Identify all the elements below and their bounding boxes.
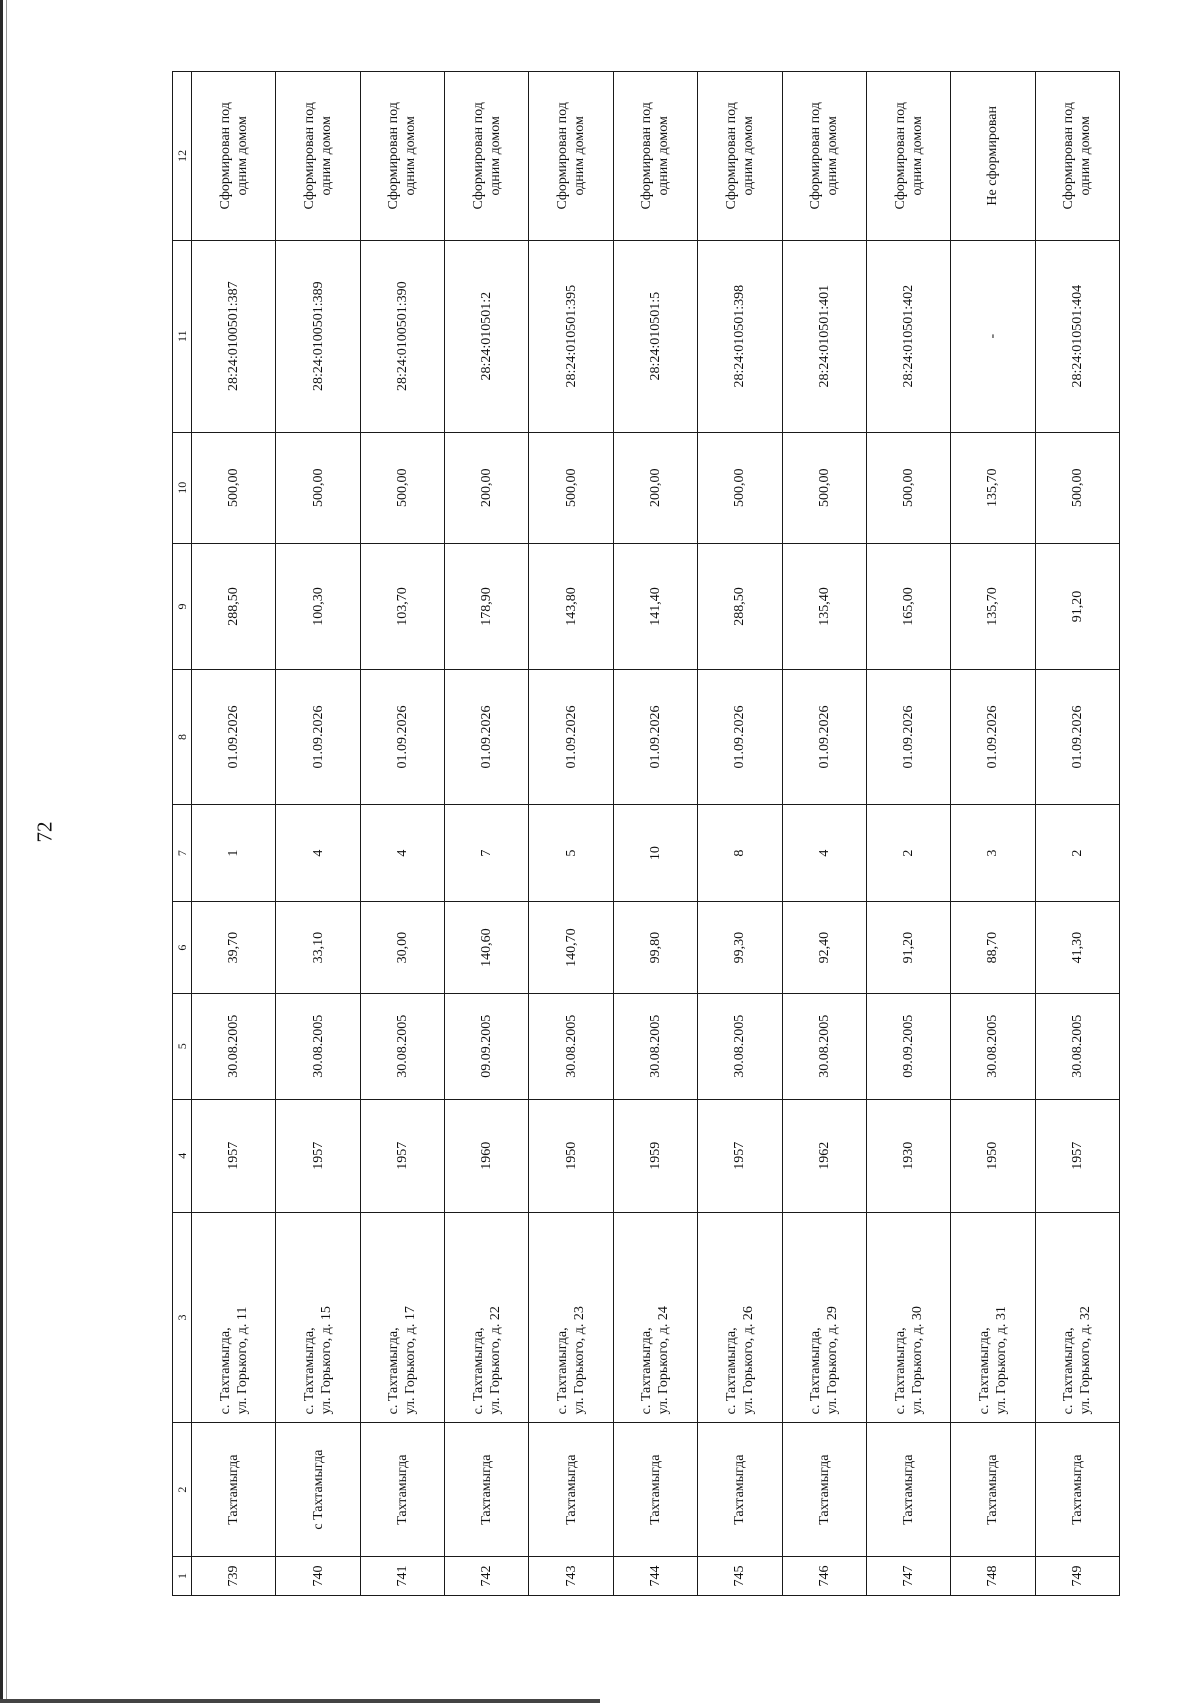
year-built-cell: 1950: [951, 1099, 1035, 1212]
floor-area-cell: 41,30: [1035, 902, 1119, 993]
land-plot-status-cell: Сформирован под одним домом: [1035, 72, 1119, 241]
resettlement-date-cell: 01.09.2026: [360, 670, 444, 805]
residents-count-cell: 5: [529, 804, 613, 902]
settlement-name-cell: с Тахтамыгда: [276, 1423, 360, 1557]
floor-area-cell: 30,00: [360, 902, 444, 993]
address-cell: с. Тахтамыгда, ул. Горького, д. 26: [698, 1212, 782, 1423]
table-row: [276, 72, 360, 1596]
land-plot-area-cell: 200,00: [445, 432, 529, 543]
column-header: 3: [173, 1212, 192, 1423]
land-plot-status-cell: Сформирован под одним домом: [445, 72, 529, 241]
cadastral-number-cell: 28:24:0100501:387: [192, 240, 276, 432]
address-cell: с. Тахтамыгда, ул. Горького, д. 17: [360, 1212, 444, 1423]
land-plot-area-cell: 135,70: [951, 432, 1035, 543]
settlement-name-cell: Тахтамыгда: [698, 1423, 782, 1557]
column-header: 11: [173, 240, 192, 432]
resettlement-date-cell: 01.09.2026: [529, 670, 613, 805]
land-plot-area-cell: 500,00: [698, 432, 782, 543]
registration-date-cell: 30.08.2005: [1035, 993, 1119, 1099]
column-header: 6: [173, 902, 192, 993]
address-cell: с. Тахтамыгда, ул. Горького, д. 30: [866, 1212, 950, 1423]
cadastral-number-cell: 28:24:010501:5: [613, 240, 697, 432]
settlement-name-cell: Тахтамыгда: [866, 1423, 950, 1557]
cadastral-number-cell: 28:24:0100501:390: [360, 240, 444, 432]
cadastral-number-cell: 28:24:010501:398: [698, 240, 782, 432]
row-number-cell: 742: [445, 1556, 529, 1595]
cadastral-number-cell: 28:24:010501:402: [866, 240, 950, 432]
cadastral-number-cell: 28:24:010501:401: [782, 240, 866, 432]
cadastral-number-cell: 28:24:010501:395: [529, 240, 613, 432]
settlement-name-cell: Тахтамыгда: [1035, 1423, 1119, 1557]
land-plot-area-cell: 500,00: [192, 432, 276, 543]
address-cell: с. Тахтамыгда, ул. Горького, д. 15: [276, 1212, 360, 1423]
column-header: 8: [173, 670, 192, 805]
address-cell: с. Тахтамыгда, ул. Горького, д. 11: [192, 1212, 276, 1423]
residents-count-cell: 2: [1035, 804, 1119, 902]
land-plot-status-cell: Сформирован под одним домом: [782, 72, 866, 241]
land-plot-area-cell: 500,00: [1035, 432, 1119, 543]
settlement-name-cell: Тахтамыгда: [445, 1423, 529, 1557]
table-row: [360, 72, 444, 1596]
column-header: 4: [173, 1099, 192, 1212]
cadastral-number-cell: 28:24:010501:2: [445, 240, 529, 432]
land-plot-status-cell: Сформирован под одним домом: [613, 72, 697, 241]
cadastral-number-cell: -: [951, 240, 1035, 432]
floor-area-cell: 88,70: [951, 902, 1035, 993]
total-area-cell: 141,40: [613, 543, 697, 669]
registration-date-cell: 30.08.2005: [276, 993, 360, 1099]
housing-registry-table-container: [172, 71, 1120, 1596]
residents-count-cell: 2: [866, 804, 950, 902]
settlement-name-cell: Тахтамыгда: [360, 1423, 444, 1557]
address-cell: с. Тахтамыгда, ул. Горького, д. 22: [445, 1212, 529, 1423]
resettlement-date-cell: 01.09.2026: [782, 670, 866, 805]
total-area-cell: 143,80: [529, 543, 613, 669]
registration-date-cell: 09.09.2005: [445, 993, 529, 1099]
column-header: 5: [173, 993, 192, 1099]
row-number-cell: 740: [276, 1556, 360, 1595]
total-area-cell: 103,70: [360, 543, 444, 669]
scan-edge: [6, 0, 7, 1703]
land-plot-area-cell: 500,00: [276, 432, 360, 543]
year-built-cell: 1930: [866, 1099, 950, 1212]
land-plot-status-cell: Сформирован под одним домом: [698, 72, 782, 241]
cadastral-number-cell: 28:24:010501:404: [1035, 240, 1119, 432]
column-number-row: [173, 72, 192, 1596]
residents-count-cell: 10: [613, 804, 697, 902]
column-header: 7: [173, 804, 192, 902]
land-plot-status-cell: Сформирован под одним домом: [276, 72, 360, 241]
column-header: 1: [173, 1556, 192, 1595]
row-number-cell: 748: [951, 1556, 1035, 1595]
residents-count-cell: 4: [360, 804, 444, 902]
registration-date-cell: 30.08.2005: [613, 993, 697, 1099]
year-built-cell: 1959: [613, 1099, 697, 1212]
floor-area-cell: 39,70: [192, 902, 276, 993]
residents-count-cell: 7: [445, 804, 529, 902]
resettlement-date-cell: 01.09.2026: [1035, 670, 1119, 805]
address-cell: с. Тахтамыгда, ул. Горького, д. 31: [951, 1212, 1035, 1423]
year-built-cell: 1957: [276, 1099, 360, 1212]
year-built-cell: 1957: [360, 1099, 444, 1212]
resettlement-date-cell: 01.09.2026: [613, 670, 697, 805]
scan-edge: [0, 1699, 600, 1703]
address-cell: с. Тахтамыгда, ул. Горького, д. 24: [613, 1212, 697, 1423]
total-area-cell: 135,70: [951, 543, 1035, 669]
residents-count-cell: 1: [192, 804, 276, 902]
registration-date-cell: 30.08.2005: [529, 993, 613, 1099]
total-area-cell: 100,30: [276, 543, 360, 669]
row-number-cell: 739: [192, 1556, 276, 1595]
total-area-cell: 165,00: [866, 543, 950, 669]
scan-edge: [0, 0, 3, 1703]
table-row: [445, 72, 529, 1596]
settlement-name-cell: Тахтамыгда: [951, 1423, 1035, 1557]
year-built-cell: 1957: [698, 1099, 782, 1212]
floor-area-cell: 91,20: [866, 902, 950, 993]
floor-area-cell: 92,40: [782, 902, 866, 993]
table-row: [866, 72, 950, 1596]
row-number-cell: 741: [360, 1556, 444, 1595]
settlement-name-cell: Тахтамыгда: [782, 1423, 866, 1557]
floor-area-cell: 140,60: [445, 902, 529, 993]
resettlement-date-cell: 01.09.2026: [192, 670, 276, 805]
land-plot-area-cell: 500,00: [360, 432, 444, 543]
total-area-cell: 288,50: [192, 543, 276, 669]
total-area-cell: 135,40: [782, 543, 866, 669]
year-built-cell: 1960: [445, 1099, 529, 1212]
resettlement-date-cell: 01.09.2026: [276, 670, 360, 805]
table-row: [192, 72, 276, 1596]
total-area-cell: 91,20: [1035, 543, 1119, 669]
row-number-cell: 747: [866, 1556, 950, 1595]
table-body: [192, 72, 1120, 1596]
land-plot-status-cell: Сформирован под одним домом: [866, 72, 950, 241]
residents-count-cell: 3: [951, 804, 1035, 902]
year-built-cell: 1957: [192, 1099, 276, 1212]
address-cell: с. Тахтамыгда, ул. Горького, д. 32: [1035, 1212, 1119, 1423]
residents-count-cell: 4: [782, 804, 866, 902]
registration-date-cell: 30.08.2005: [698, 993, 782, 1099]
table-row: [1035, 72, 1119, 1596]
land-plot-area-cell: 500,00: [866, 432, 950, 543]
row-number-cell: 746: [782, 1556, 866, 1595]
settlement-name-cell: Тахтамыгда: [529, 1423, 613, 1557]
registration-date-cell: 30.08.2005: [782, 993, 866, 1099]
address-cell: с. Тахтамыгда, ул. Горького, д. 23: [529, 1212, 613, 1423]
table-row: [698, 72, 782, 1596]
land-plot-status-cell: Сформирован под одним домом: [360, 72, 444, 241]
row-number-cell: 744: [613, 1556, 697, 1595]
residents-count-cell: 8: [698, 804, 782, 902]
resettlement-date-cell: 01.09.2026: [698, 670, 782, 805]
column-header: 10: [173, 432, 192, 543]
row-number-cell: 743: [529, 1556, 613, 1595]
floor-area-cell: 99,30: [698, 902, 782, 993]
column-header: 2: [173, 1423, 192, 1557]
registration-date-cell: 30.08.2005: [360, 993, 444, 1099]
resettlement-date-cell: 01.09.2026: [445, 670, 529, 805]
cadastral-number-cell: 28:24:0100501:389: [276, 240, 360, 432]
registration-date-cell: 30.08.2005: [192, 993, 276, 1099]
column-header: 9: [173, 543, 192, 669]
page-number-text: 72: [32, 821, 57, 843]
registration-date-cell: 30.08.2005: [951, 993, 1035, 1099]
table-row: [613, 72, 697, 1596]
table-row: [951, 72, 1035, 1596]
table-row: [529, 72, 613, 1596]
resettlement-date-cell: 01.09.2026: [951, 670, 1035, 805]
address-cell: с. Тахтамыгда, ул. Горького, д. 29: [782, 1212, 866, 1423]
housing-registry-table: [172, 71, 1120, 1596]
year-built-cell: 1962: [782, 1099, 866, 1212]
total-area-cell: 288,50: [698, 543, 782, 669]
resettlement-date-cell: 01.09.2026: [866, 670, 950, 805]
land-plot-status-cell: Сформирован под одним домом: [529, 72, 613, 241]
total-area-cell: 178,90: [445, 543, 529, 669]
floor-area-cell: 33,10: [276, 902, 360, 993]
row-number-cell: 745: [698, 1556, 782, 1595]
floor-area-cell: 140,70: [529, 902, 613, 993]
floor-area-cell: 99,80: [613, 902, 697, 993]
land-plot-status-cell: Не сформирован: [951, 72, 1035, 241]
table-row: [782, 72, 866, 1596]
registration-date-cell: 09.09.2005: [866, 993, 950, 1099]
land-plot-area-cell: 200,00: [613, 432, 697, 543]
row-number-cell: 749: [1035, 1556, 1119, 1595]
year-built-cell: 1957: [1035, 1099, 1119, 1212]
settlement-name-cell: Тахтамыгда: [613, 1423, 697, 1557]
residents-count-cell: 4: [276, 804, 360, 902]
land-plot-area-cell: 500,00: [782, 432, 866, 543]
land-plot-status-cell: Сформирован под одним домом: [192, 72, 276, 241]
land-plot-area-cell: 500,00: [529, 432, 613, 543]
settlement-name-cell: Тахтамыгда: [192, 1423, 276, 1557]
year-built-cell: 1950: [529, 1099, 613, 1212]
column-header: 12: [173, 72, 192, 241]
